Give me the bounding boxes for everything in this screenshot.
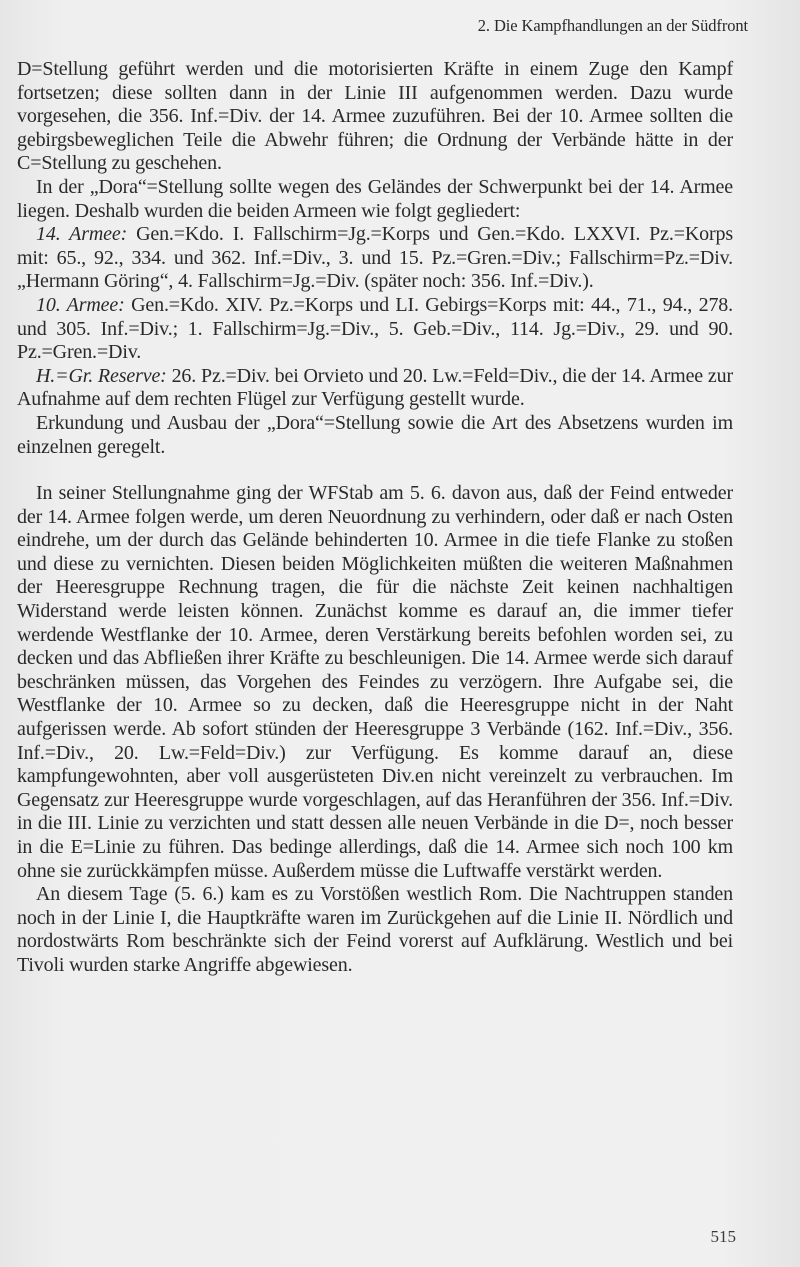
paragraph: Erkundung und Ausbau der „Dora“=Stellung sowie die Art des Absetzens wurden im einzelnen geregelt. — [17, 411, 733, 458]
army-label: H.=Gr. Reserve: — [36, 364, 167, 387]
paragraph: D=Stellung geführt werden und die motorisierten Kräfte in einem Zuge den Kampf fortsetzen; diese sollten dann in der Linie III aufgenommen werden. Dazu wurde vorgesehen, die 356. Inf.=Div. der 14. Armee zuzuführen. Bei der 10. Armee sollten die gebirgsbeweglichen Teile die Abwehr führen; die Ordnung der Verbände hätte in der C=Stellung zu geschehen. — [17, 58, 733, 175]
paragraph: In der „Dora“=Stellung sollte wegen des Geländes der Schwerpunkt bei der 14. Armee liegen. Deshalb wurden die beiden Armeen wie folgt gegliedert: — [17, 175, 733, 222]
paragraph — [17, 365, 733, 412]
paragraph — [17, 294, 733, 365]
running-head: 2. Die Kampfhandlungen an der Südfront — [477, 16, 748, 35]
army-label: 10. Armee: — [36, 293, 125, 316]
paragraph-text: 26. Pz.=Div. bei Orvieto und 20. Lw.=Feld=Div., die der 14. Armee zur Aufnahme auf dem rechten Flügel zur Verfügung gestellt wurde. — [17, 364, 733, 411]
army-label: 14. Armee: — [36, 223, 128, 246]
page-number: 515 — [710, 1227, 736, 1246]
paragraph: In seiner Stellungnahme ging der WFStab am 5. 6. davon aus, daß der Feind entweder der 14. Armee folgen werde, um deren Neuordnung zu verhindern, oder daß er nach Osten eindrehe, um der durch das Gelände behinderten 10. Armee in die tiefe Flanke zu stoßen und diese zu vernichten. Diesen beiden Möglichkeiten müßten die weiteren Maßnahmen der Heeresgruppe Rechnung tragen, die für die nächste Zeit keinen nachhaltigen Widerstand werde leisten können. Zunächst komme es darauf an, die immer tiefer werdende Westflanke der 10. Armee, deren Verstärkung bereits befohlen worden sei, zu decken und das Abfließen ihrer Kräfte zu beschleunigen. Die 14. Armee werde sich darauf beschränken müssen, das Vorgehen des Feindes zu verzögern. Ihre Aufgabe sei, die Westflanke der 10. Armee so zu decken, daß die Heeresgruppe nicht in der Naht aufgerissen werde. Ab sofort stünden der Heeresgruppe 3 Verbände (162. Inf.=Div., 356. Inf.=Div., 20. Lw.=Feld=Div.) zur Verfügung. Es komme darauf an, diese kampfungewohnten, aber voll ausgerüsteten Div.en nicht vereinzelt zu verbrauchen. Im Gegensatz zur Heeresgruppe wurde vorgeschlagen, auf das Heranführen der 356. Inf.=Div. in die III. Linie zu verzichten und statt dessen alle neuen Verbände in die D=, noch besser in die E=Linie zu führen. Das bedinge allerdings, daß die 14. Armee sich noch 100 km ohne sie zurückkämpfen müsse. Außerdem müsse die Luftwaffe verstärkt werden. — [17, 482, 733, 882]
paragraph: An diesem Tage (5. 6.) kam es zu Vorstößen westlich Rom. Die Nachtruppen standen noch in der Linie I, die Hauptkräfte waren im Zurückgehen auf die Linie II. Nördlich und nordostwärts Rom beschränkte sich der Feind vorerst auf Aufklärung. Westlich und bei Tivoli wurden starke Angriffe abgewiesen. — [17, 883, 733, 976]
paragraph — [17, 223, 733, 294]
body-text — [17, 58, 733, 978]
paragraph-text: Gen.=Kdo. I. Fallschirm=Jg.=Korps und Gen.=Kdo. LXXVI. Pz.=Korps mit: 65., 92., 334. und 362. Inf.=Div., 3. und 15. Pz.=Gren.=Div.; Fallschirm=Pz.=Div. „Hermann Göring“, 4. Fallschirm=Jg.=Div. (später noch: 356. Inf.=Div.). — [17, 223, 733, 293]
paragraph-text: Gen.=Kdo. XIV. Pz.=Korps und LI. Gebirgs=Korps mit: 44., 71., 94., 278. und 305. Inf.=Div.; 1. Fallschirm=Jg.=Div., 5. Geb.=Div., 114. Jg.=Div., 29. und 90. Pz.=Gren.=Div. — [17, 293, 734, 364]
